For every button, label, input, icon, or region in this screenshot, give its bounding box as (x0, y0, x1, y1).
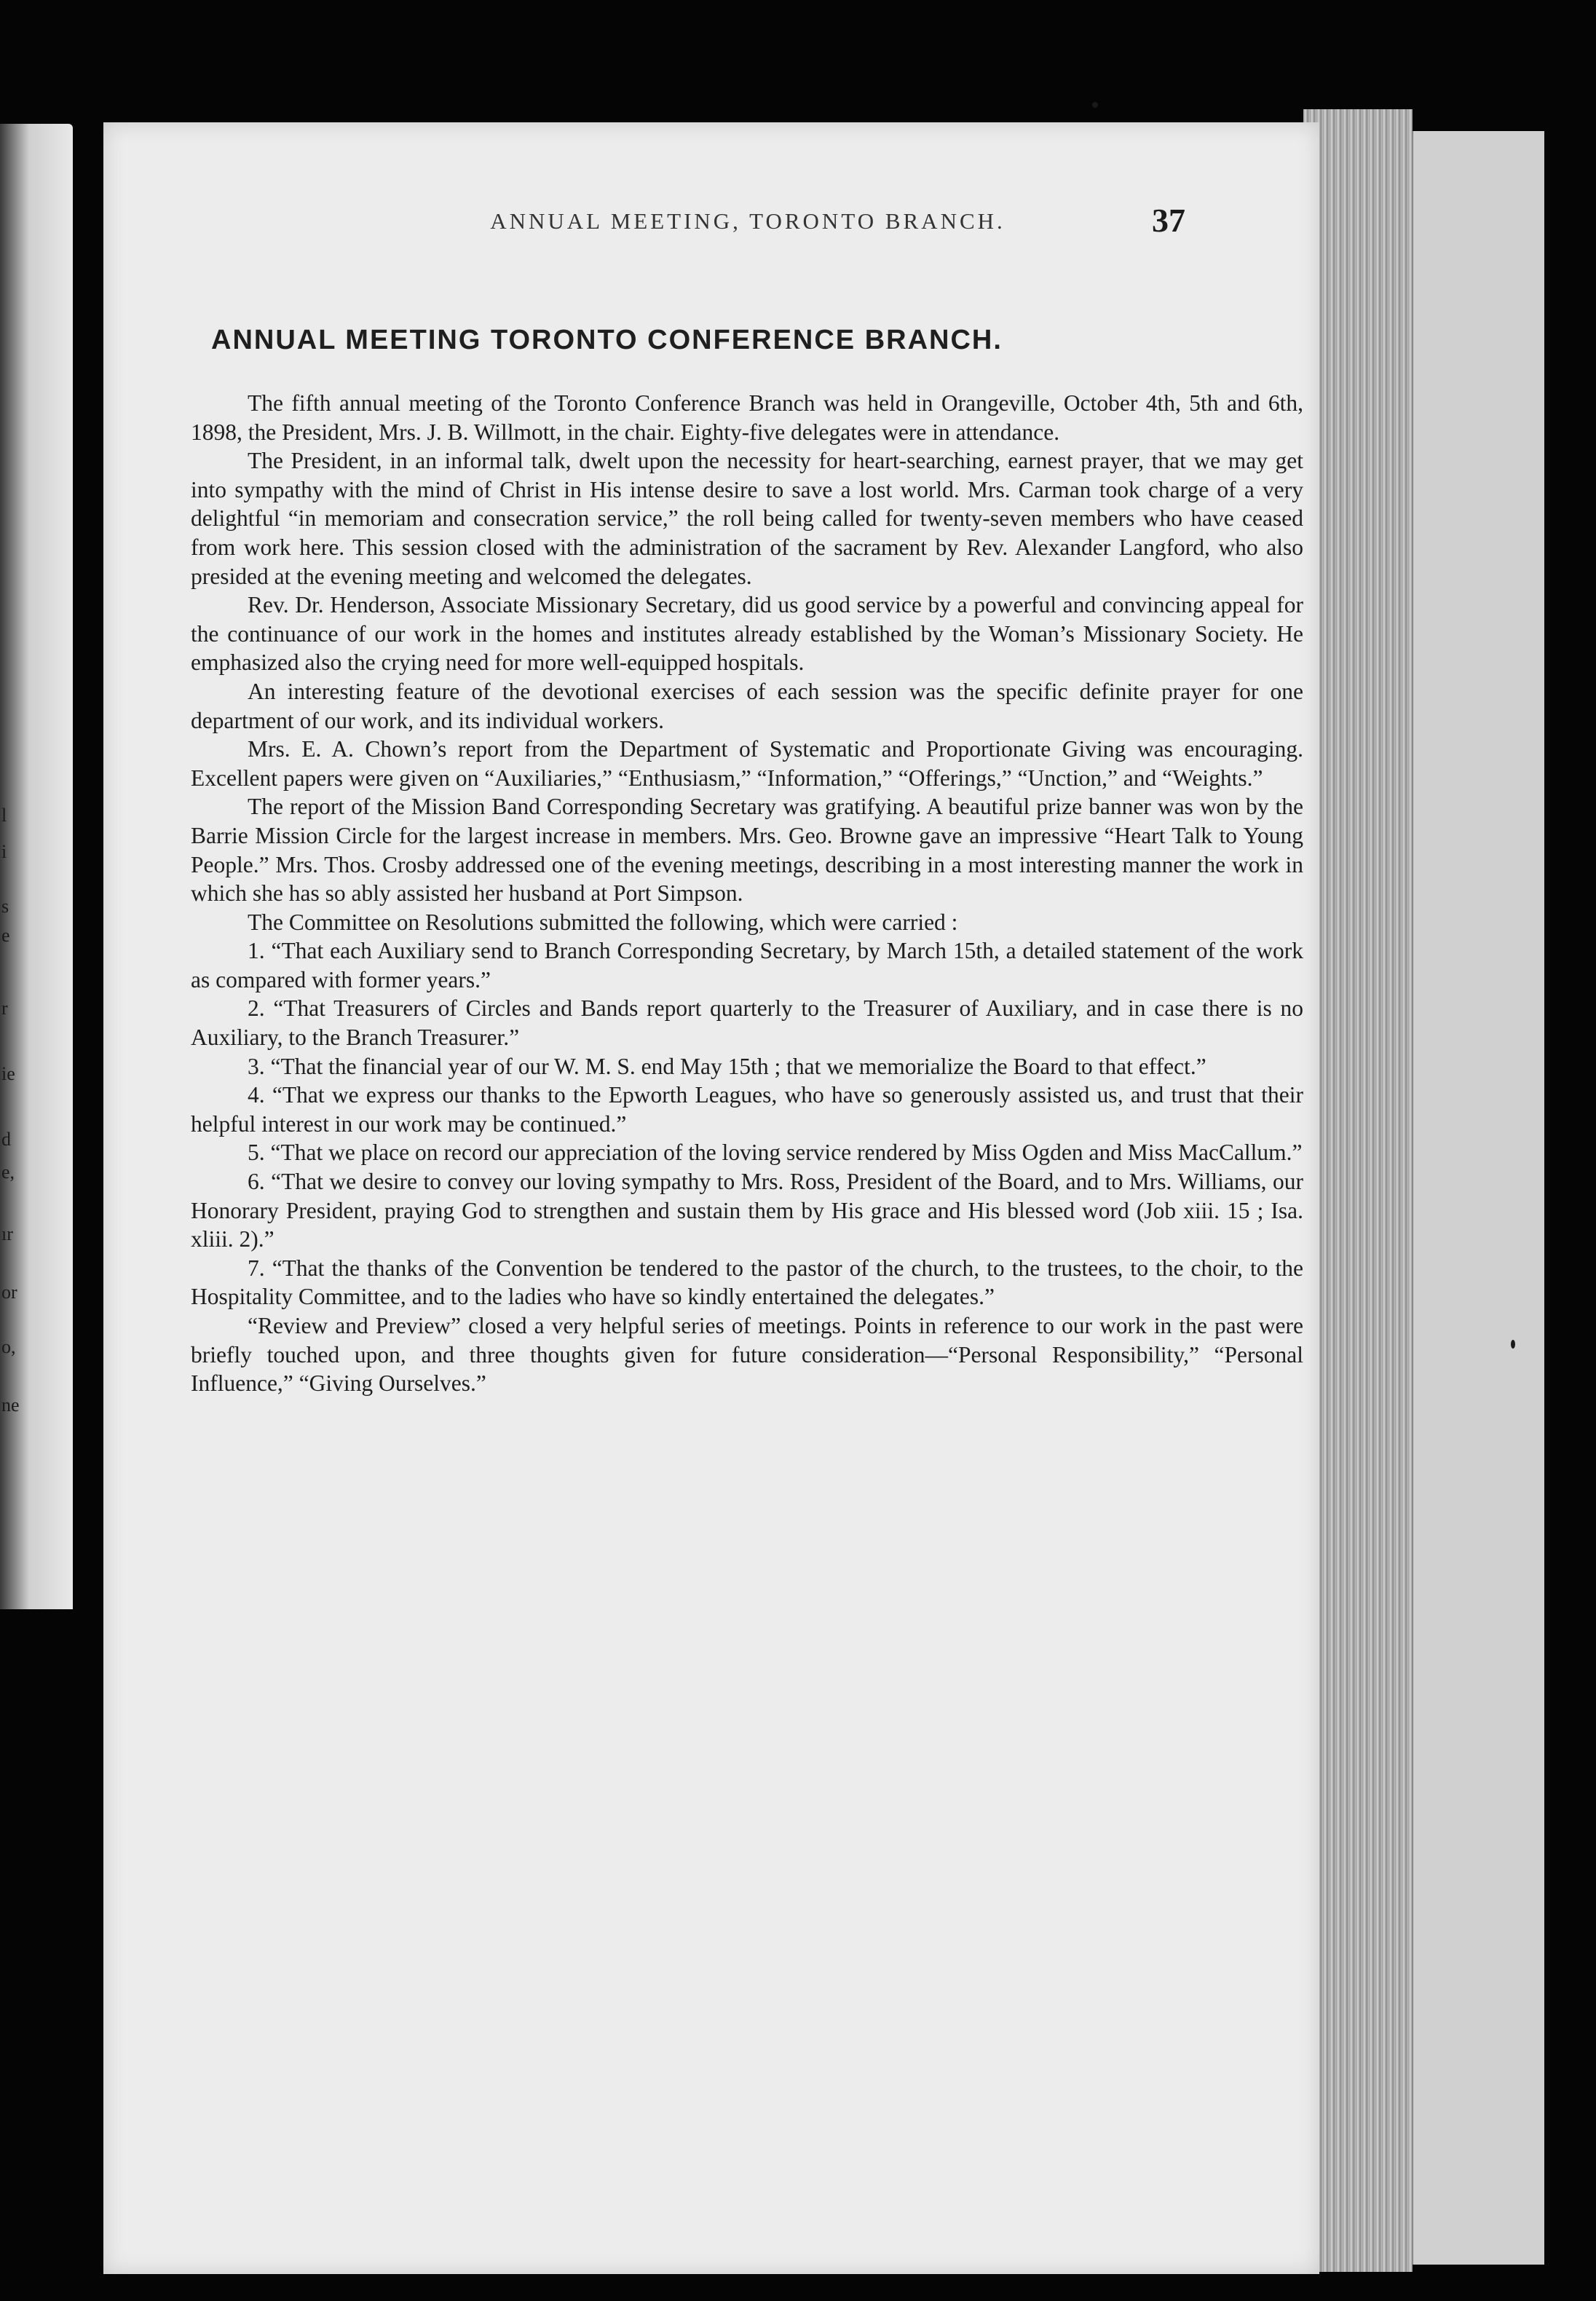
resolution-item: 1. “That each Auxiliary send to Branch Corresponding Secretary, by March 15th, a detailed statement of the work as compared with former years.” (191, 938, 1303, 992)
paragraph: “Review and Preview” closed a very helpful series of meetings. Points in reference to our work in the past were briefly touched upon, and three thoughts given for future consideration—“Personal Responsibility,” “Personal Influence,” “Giving Ourselves.” (191, 1313, 1303, 1397)
left-facing-page (0, 124, 73, 1609)
article-body (191, 389, 1303, 1398)
paragraph: The fifth annual meeting of the Toronto Conference Branch was held in Orangeville, October 4th, 5th and 6th, 1898, the President, Mrs. J. B. Willmott, in the chair. Eighty-five delegates were in attendance. (191, 390, 1303, 445)
left-page-fragment: d (1, 1129, 11, 1150)
resolution-item: 6. “That we desire to convey our loving sympathy to Mrs. Ross, President of the Board, and to Mrs. Williams, our Honorary President, praying God to strengthen and sustain them by His grace and His blessed word (Job xiii. 15 ; Isa. xliii. 2).” (191, 1169, 1303, 1252)
page-edges (1303, 109, 1413, 2272)
resolution-item: 5. “That we place on record our appreciation of the loving service rendered by Miss Ogden and Miss MacCallum.” (248, 1140, 1303, 1166)
left-page-fragment: ie (1, 1063, 15, 1084)
speck-mark (1511, 1340, 1515, 1349)
left-page-fragment: e (1, 925, 10, 946)
left-page-fragment: ır (1, 1223, 13, 1244)
running-head: ANNUAL MEETING, TORONTO BRANCH. (490, 208, 1006, 234)
left-page-fragment: r (1, 998, 8, 1019)
left-page-fragment: s (1, 896, 9, 917)
resolution-item: 4. “That we express our thanks to the Epworth Leagues, who have so generously assisted us, and trust that their helpful interest in our work may be continued.” (191, 1082, 1303, 1137)
left-page-fragment: or (1, 1282, 17, 1303)
resolution-item: 2. “That Treasurers of Circles and Bands report quarterly to the Treasurer of Auxiliary, and in case there is no Auxiliary, to the Branch Treasurer.” (191, 995, 1303, 1051)
paragraph: Mrs. E. A. Chown’s report from the Department of Systematic and Proportionate Giving was encouraging. Excellent papers were given on “Auxiliaries,” “Enthusiasm,” “Information,” “Offerings,” “Unction,” and “Weights.” (191, 736, 1303, 791)
article-title: ANNUAL MEETING TORONTO CONFERENCE BRANCH. (211, 325, 1003, 355)
paragraph: The report of the Mission Band Corresponding Secretary was gratifying. A beautiful prize banner was won by the Barrie Mission Circle for the largest increase in members. Mrs. Geo. Browne gave an impressive “Heart Talk to Young People.” Mrs. Thos. Crosby addressed one of the evening meetings, describing in a most interesting manner the work in which she has so ably assisted her husband at Port Simpson. (191, 794, 1303, 907)
book-page (103, 122, 1319, 2274)
book-cover-edge (1411, 131, 1544, 2265)
paragraph: The Committee on Resolutions submitted the following, which were carried : (248, 909, 958, 935)
left-page-fragment: e, (1, 1161, 15, 1183)
left-page-fragment: o, (1, 1336, 16, 1357)
paragraph: The President, in an informal talk, dwelt upon the necessity for heart-searching, earnest prayer, that we may get into sympathy with the mind of Christ in His intense desire to save a lost world. Mrs. Carman took charge of a very delightful “in memoriam and consecration service,” the roll being called for twenty-seven members who have ceased from work here. This session closed with the administration of the sacrament by Rev. Alexander Langford, who also presided at the evening meeting and welcomed the delegates. (191, 448, 1303, 589)
page-number: 37 (1152, 202, 1185, 239)
resolution-item: 3. “That the financial year of our W. M. S. end May 15th ; that we memorialize the Board to that effect.” (248, 1053, 1206, 1079)
speck-mark (1092, 102, 1098, 108)
paragraph: An interesting feature of the devotional exercises of each session was the specific definite prayer for one department of our work, and its individual workers. (191, 678, 1303, 733)
left-page-fragment: l (1, 805, 7, 826)
paragraph: Rev. Dr. Henderson, Associate Missionary Secretary, did us good service by a powerful and convincing appeal for the continuance of our work in the homes and institutes already established by the Woman’s Missionary Society. He emphasized also the crying need for more well-equipped hospitals. (191, 592, 1303, 676)
resolution-item: 7. “That the thanks of the Convention be tendered to the pastor of the church, to the trustees, to the choir, to the Hospitality Committee, and to the ladies who have so kindly entertained the delegates.” (191, 1255, 1303, 1310)
left-page-fragment: ne (1, 1394, 20, 1416)
left-page-fragment: i (1, 841, 7, 862)
